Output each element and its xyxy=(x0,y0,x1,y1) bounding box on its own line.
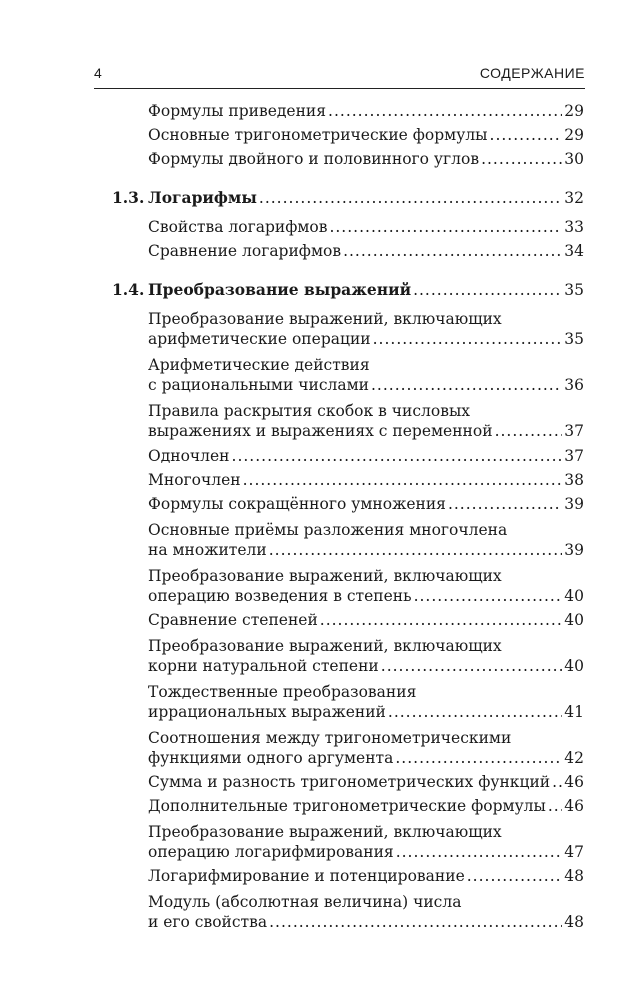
toc-entry-line1: Правила раскрытия скобок в числовых xyxy=(148,402,471,420)
page-number: 4 xyxy=(94,65,102,81)
section-heading: Логарифмы ..... 32 xyxy=(148,188,584,208)
toc-entry: с рациональными числами ..... 36 xyxy=(148,375,584,395)
toc-entry: операцию возведения в степень ..... 40 xyxy=(148,586,584,606)
toc-entry: Формулы приведения ..... 29 xyxy=(148,101,584,121)
toc-entry: Формулы сокращённого умножения ..... 39 xyxy=(148,494,584,514)
toc-entry: Свойства логарифмов ..... 33 xyxy=(148,217,584,237)
section-number: 1.4. xyxy=(112,280,145,299)
toc-entry-line1: Преобразование выражений, включающих xyxy=(148,567,502,585)
toc-entry: функциями одного аргумента ..... 42 xyxy=(148,748,584,768)
toc-entry-line1: Арифметические действия xyxy=(148,356,370,374)
toc-entry: иррациональных выражений ..... 41 xyxy=(148,702,584,722)
toc-entry: арифметические операции ..... 35 xyxy=(148,329,584,349)
toc-entry: операцию логарифмирования ..... 47 xyxy=(148,842,584,862)
toc-entry: Формулы двойного и половинного углов ..... 30 xyxy=(148,149,584,169)
toc-entry-line1: Преобразование выражений, включающих xyxy=(148,637,502,655)
section-number: 1.3. xyxy=(112,188,145,207)
toc-entry: на множители ..... 39 xyxy=(148,540,584,560)
toc-entry: Сравнение степеней ..... 40 xyxy=(148,610,584,630)
toc-entry: Сравнение логарифмов ..... 34 xyxy=(148,241,584,261)
toc-entry-line1: Соотношения между тригонометрическими xyxy=(148,729,512,747)
running-title: СОДЕРЖАНИЕ xyxy=(479,65,585,81)
toc-entry-line1: Основные приёмы разложения многочлена xyxy=(148,521,508,539)
toc-entry: Сумма и разность тригонометрических функций ..... 46 xyxy=(148,772,584,792)
section-heading: Преобразование выражений ..... 35 xyxy=(148,280,584,300)
toc-entry: корни натуральной степени ..... 40 xyxy=(148,656,584,676)
toc-entry: Дополнительные тригонометрические формулы ..... 46 xyxy=(148,796,584,816)
toc-entry: Логарифмирование и потенцирование ..... 48 xyxy=(148,866,584,886)
toc-entry-line1: Тождественные преобразования xyxy=(148,683,417,701)
toc-entry-line1: Преобразование выражений, включающих xyxy=(148,310,502,328)
toc-entry-line1: Модуль (абсолютная величина) числа xyxy=(148,893,462,911)
toc-entry: Основные тригонометрические формулы ..... 29 xyxy=(148,125,584,145)
toc-entry-line1: Преобразование выражений, включающих xyxy=(148,823,502,841)
running-header xyxy=(94,62,585,89)
toc-entry: Одночлен ..... 37 xyxy=(148,446,584,466)
toc-entry: выражениях и выражениях с переменной ..... 37 xyxy=(148,421,584,441)
toc-entry: и его свойства ..... 48 xyxy=(148,912,584,932)
toc-entry: Многочлен ..... 38 xyxy=(148,470,584,490)
